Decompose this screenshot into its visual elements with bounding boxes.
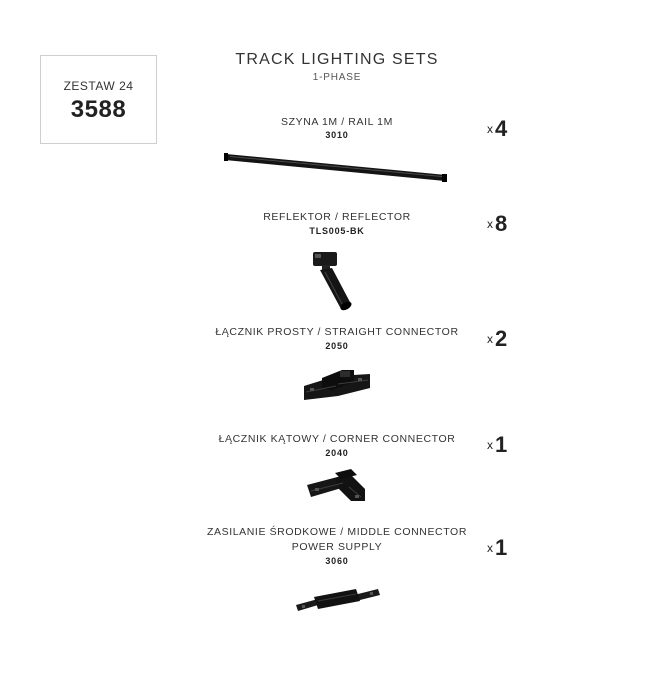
page-title: TRACK LIGHTING SETS bbox=[235, 51, 439, 68]
qty-reflector bbox=[487, 211, 507, 239]
set-label: ZESTAW 24 bbox=[63, 79, 134, 93]
straight-connector-icon bbox=[302, 366, 372, 406]
item-name-corner-connector: ŁĄCZNIK KĄTOWY / CORNER CONNECTOR bbox=[218, 433, 456, 445]
item-code-rail: 3010 bbox=[325, 130, 349, 140]
item-name-power-supply-line1: ZASILANIE ŚRODKOWE / MIDDLE CONNECTOR bbox=[206, 526, 468, 538]
qty-rail bbox=[487, 116, 507, 144]
qty-value: 2 bbox=[495, 326, 508, 351]
set-number: 3588 bbox=[70, 96, 127, 123]
qty-value: 8 bbox=[495, 211, 508, 236]
qty-prefix: x bbox=[487, 217, 493, 231]
page-subtitle: 1-PHASE bbox=[312, 72, 362, 83]
qty-power-supply bbox=[487, 535, 507, 563]
qty-value: 1 bbox=[495, 535, 508, 560]
qty-value: 4 bbox=[495, 116, 508, 141]
item-code-corner-connector: 2040 bbox=[325, 448, 349, 458]
qty-prefix: x bbox=[487, 122, 493, 136]
item-name-power-supply-line2: POWER SUPPLY bbox=[291, 541, 383, 553]
qty-straight-connector bbox=[487, 326, 507, 354]
item-name-rail: SZYNA 1M / RAIL 1M bbox=[281, 116, 393, 128]
qty-corner-connector bbox=[487, 432, 507, 460]
corner-connector-icon bbox=[305, 467, 369, 505]
item-code-straight-connector: 2050 bbox=[325, 341, 349, 351]
set-box bbox=[40, 55, 157, 144]
qty-value: 1 bbox=[495, 432, 508, 457]
item-name-reflector: REFLEKTOR / REFLECTOR bbox=[263, 211, 411, 223]
qty-prefix: x bbox=[487, 332, 493, 346]
qty-prefix: x bbox=[487, 438, 493, 452]
item-name-straight-connector: ŁĄCZNIK PROSTY / STRAIGHT CONNECTOR bbox=[215, 326, 459, 338]
rail-icon bbox=[222, 150, 450, 184]
item-code-reflector: TLS005-BK bbox=[309, 226, 365, 236]
power-supply-icon bbox=[294, 585, 382, 615]
spotlight-icon bbox=[305, 248, 365, 312]
qty-prefix: x bbox=[487, 541, 493, 555]
item-code-power-supply: 3060 bbox=[325, 556, 349, 566]
